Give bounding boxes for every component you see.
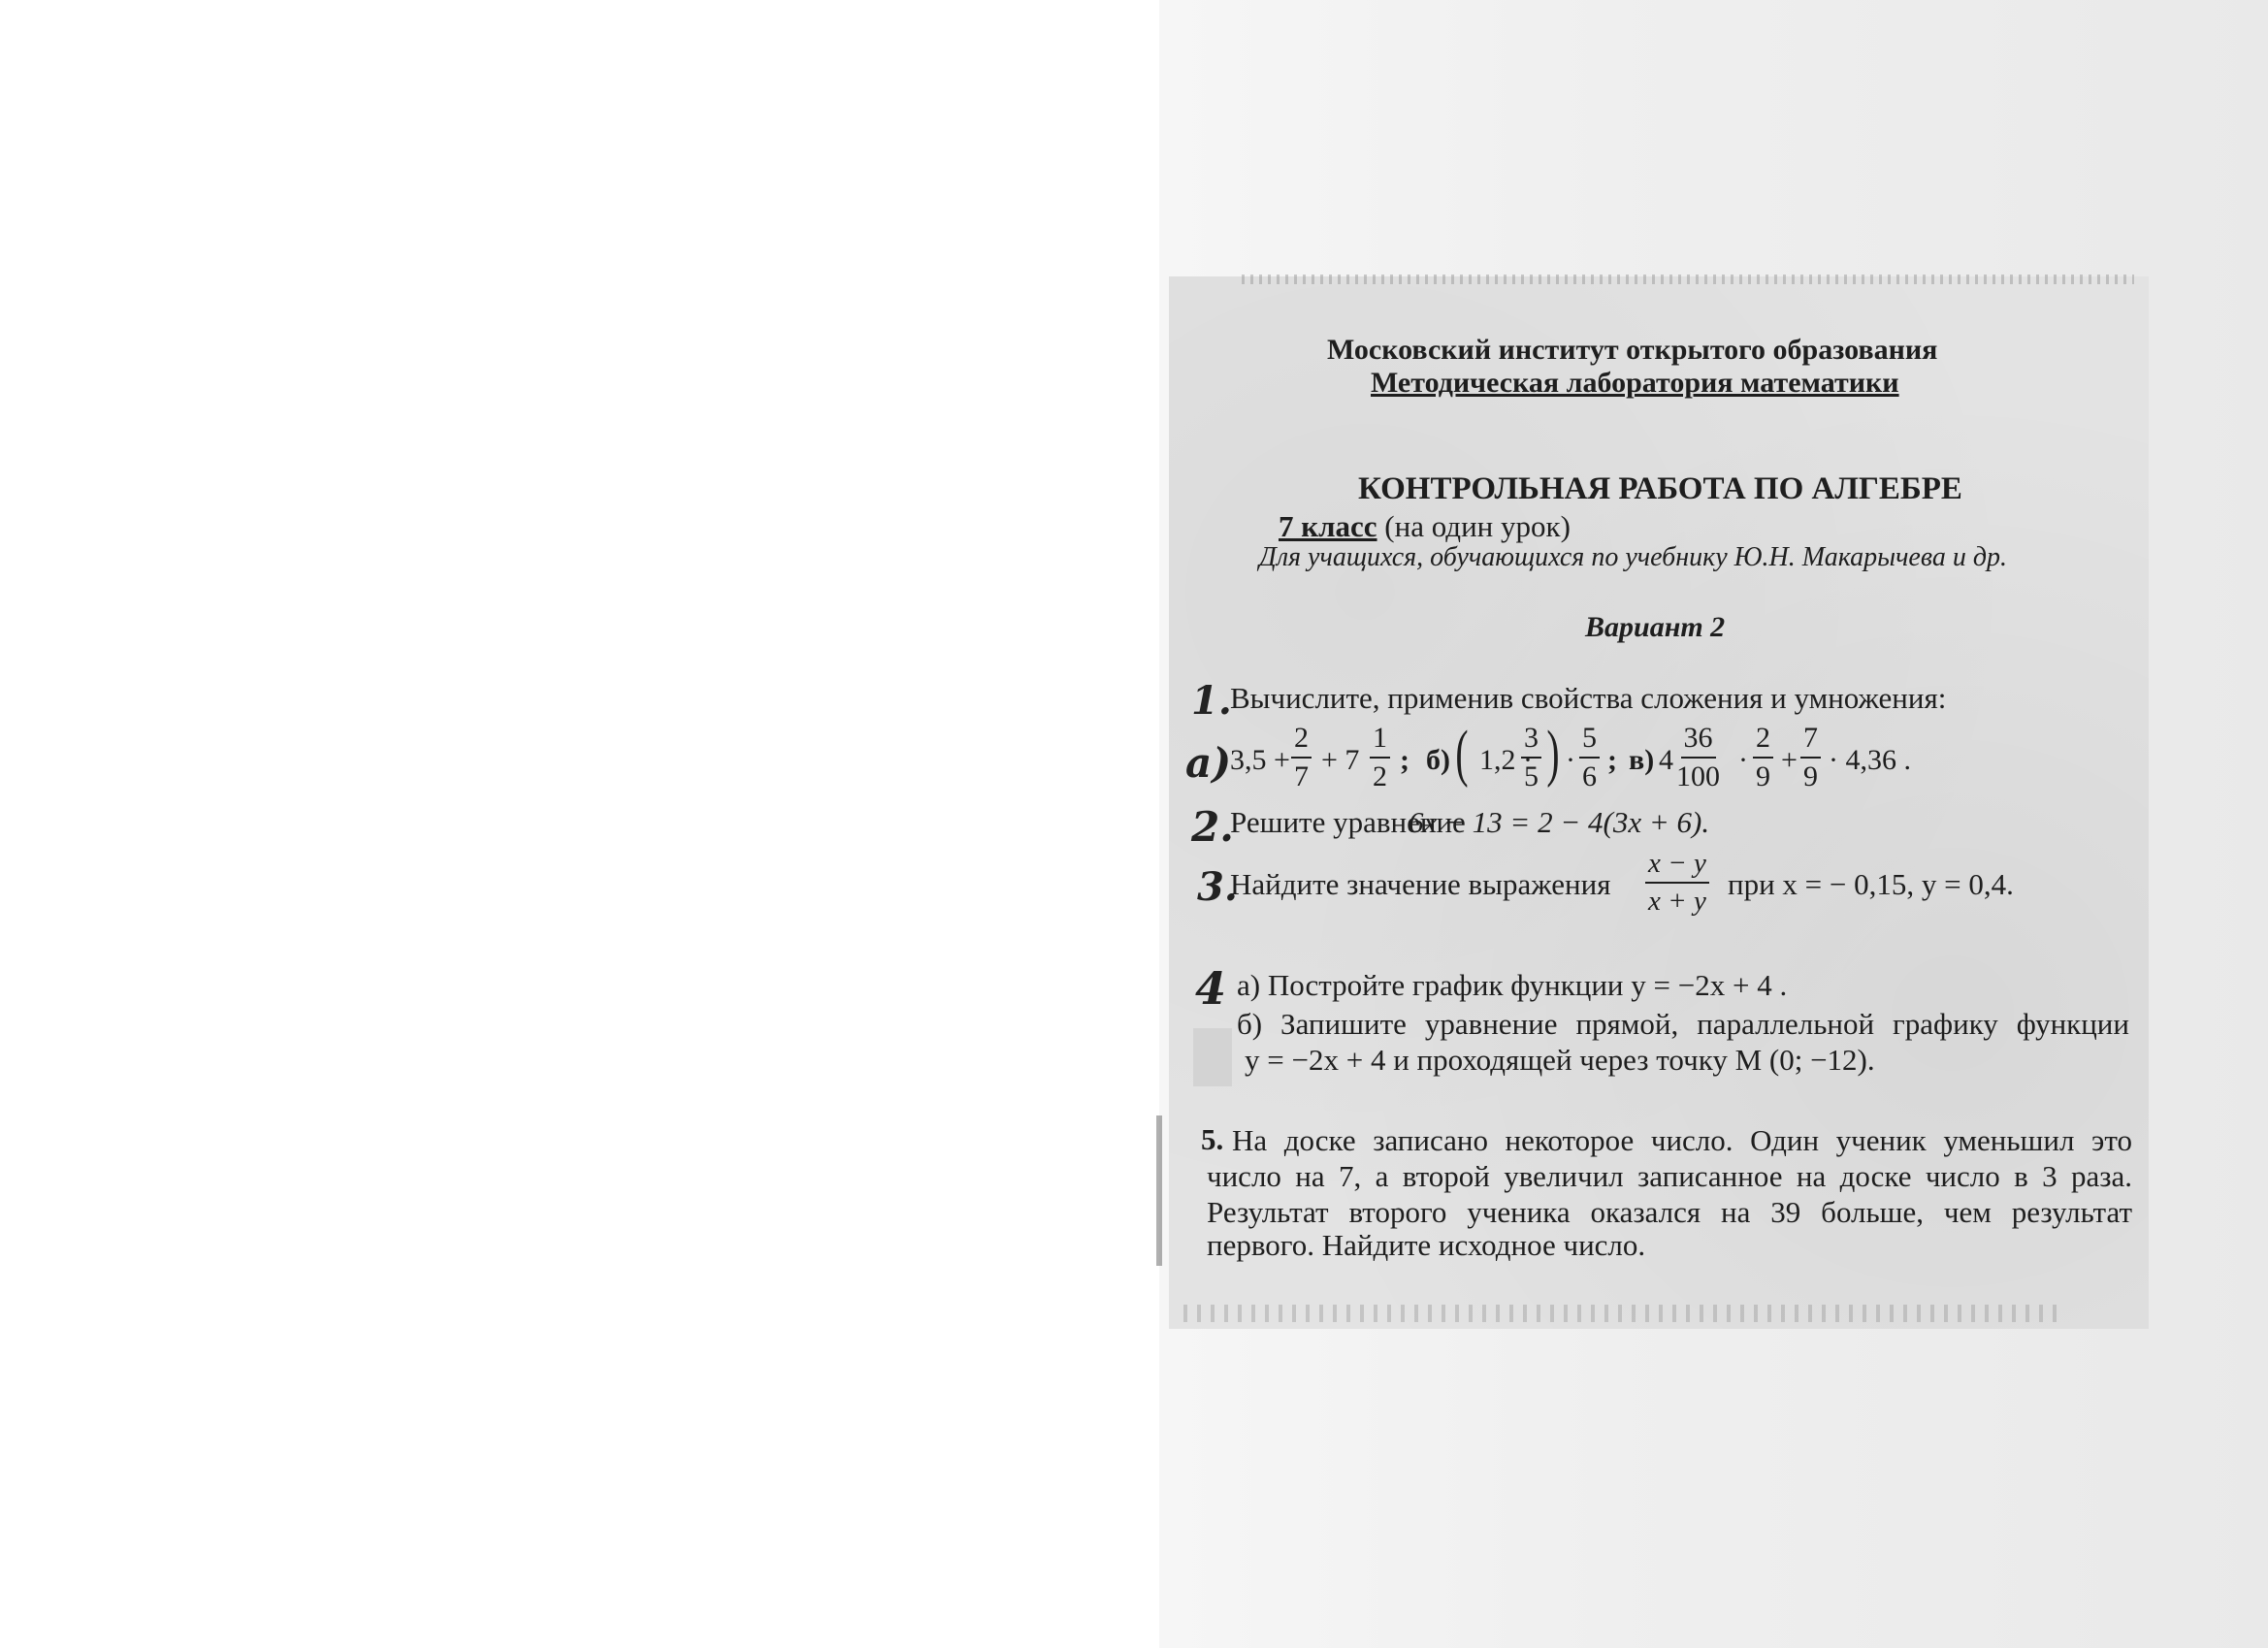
- denominator: 2: [1373, 760, 1387, 792]
- task2-number: 2.: [1191, 803, 1234, 851]
- task1a-marker: а): [1185, 739, 1232, 787]
- task1c-fraction-1: [1676, 724, 1720, 792]
- numerator: 3: [1521, 724, 1541, 759]
- task1b-fraction-2: [1579, 724, 1600, 792]
- task1c-fraction-3: [1800, 724, 1821, 792]
- task3-number: 3.: [1197, 864, 1238, 910]
- task1-number: 1.: [1191, 678, 1232, 724]
- numerator: 5: [1579, 724, 1600, 759]
- task1a-fraction-2: [1370, 724, 1390, 792]
- grade-line: [1279, 511, 1571, 541]
- task2-text: Решите уравнение: [1230, 805, 1466, 839]
- task1c-mul: ·: [1738, 744, 1748, 776]
- laboratory-name: Методическая лаборатория математики: [1371, 367, 1899, 399]
- task1b-label: б): [1426, 744, 1450, 776]
- task2-equation: 6x − 13 = 2 − 4(3x + 6).: [1409, 805, 1710, 839]
- denominator: 5: [1524, 760, 1539, 792]
- denominator: x + y: [1648, 886, 1706, 917]
- variant-title: Вариант 2: [1585, 611, 1726, 643]
- task1a-fraction-1: [1291, 724, 1312, 792]
- grade-note: (на один урок): [1384, 509, 1571, 543]
- close-paren: ): [1546, 718, 1560, 789]
- task1c-plus: +: [1781, 744, 1798, 776]
- task4-part-b-line1: б) Запишите уравнение прямой, параллельной графику функции: [1237, 1007, 2129, 1041]
- audience-note: Для учащихся, обучающихся по учебнику Ю.Н. Макарычева и др.: [1259, 542, 2007, 572]
- scan-edge-mark: [1156, 1115, 1162, 1266]
- task3-fraction: [1645, 850, 1709, 916]
- grade: 7 класс: [1279, 509, 1377, 543]
- denominator: 9: [1803, 760, 1818, 792]
- task5-line2: число на 7, а второй увеличил записанное на доске число в 3 раза.: [1207, 1159, 2132, 1193]
- denominator: 6: [1582, 760, 1597, 792]
- denominator: 9: [1756, 760, 1770, 792]
- denominator: 7: [1294, 760, 1309, 792]
- task1a-mid: + 7: [1321, 744, 1360, 776]
- task1c-fraction-2: [1753, 724, 1773, 792]
- institute-name: Московский институт открытого образования: [1327, 334, 1938, 366]
- task1c-tail: · 4,36 .: [1829, 744, 1911, 776]
- scan-smudge: [1193, 1028, 1232, 1086]
- numerator: x − y: [1645, 850, 1709, 884]
- numerator: 1: [1370, 724, 1390, 759]
- task1-text: Вычислите, применив свойства сложения и умножения:: [1230, 681, 1947, 715]
- task5-line3: Результат второго ученика оказался на 39 больше, чем результат: [1207, 1195, 2132, 1229]
- denominator: 100: [1676, 760, 1720, 792]
- task1a-tail: ;: [1400, 744, 1409, 776]
- scan-noise-bottom: [1183, 1305, 2057, 1322]
- task1b-mul: ·: [1566, 744, 1575, 776]
- numerator: 7: [1800, 724, 1821, 759]
- task1b-inner: 1,2 ·: [1479, 744, 1533, 776]
- task5-number: 5.: [1201, 1122, 1224, 1156]
- task1a-lead: 3,5 +: [1230, 744, 1290, 776]
- task4-part-b-line2: y = −2x + 4 и проходящей через точку M (0; −12).: [1245, 1043, 1875, 1077]
- task4-number: 4: [1195, 962, 1227, 1015]
- task1c-whole: 4: [1659, 744, 1673, 776]
- scan-noise-top: [1242, 275, 2134, 284]
- numerator: 2: [1753, 724, 1773, 759]
- task1b-fraction-1: [1521, 724, 1541, 792]
- task1c-label: в): [1629, 744, 1655, 776]
- task5-line1: На доске записано некоторое число. Один ученик уменьшил это: [1232, 1123, 2132, 1157]
- task3-text: Найдите значение выражения: [1230, 867, 1611, 901]
- task3-condition: при x = − 0,15, y = 0,4.: [1728, 867, 2014, 901]
- numerator: 2: [1291, 724, 1312, 759]
- open-paren: (: [1455, 718, 1469, 789]
- test-title: КОНТРОЛЬНАЯ РАБОТА ПО АЛГЕБРЕ: [1358, 471, 1962, 506]
- task4-part-a: а) Постройте график функции y = −2x + 4 .: [1237, 968, 1788, 1002]
- task5-line4: первого. Найдите исходное число.: [1207, 1228, 1646, 1262]
- numerator: 36: [1681, 724, 1716, 759]
- task1b-tail: ;: [1607, 744, 1617, 776]
